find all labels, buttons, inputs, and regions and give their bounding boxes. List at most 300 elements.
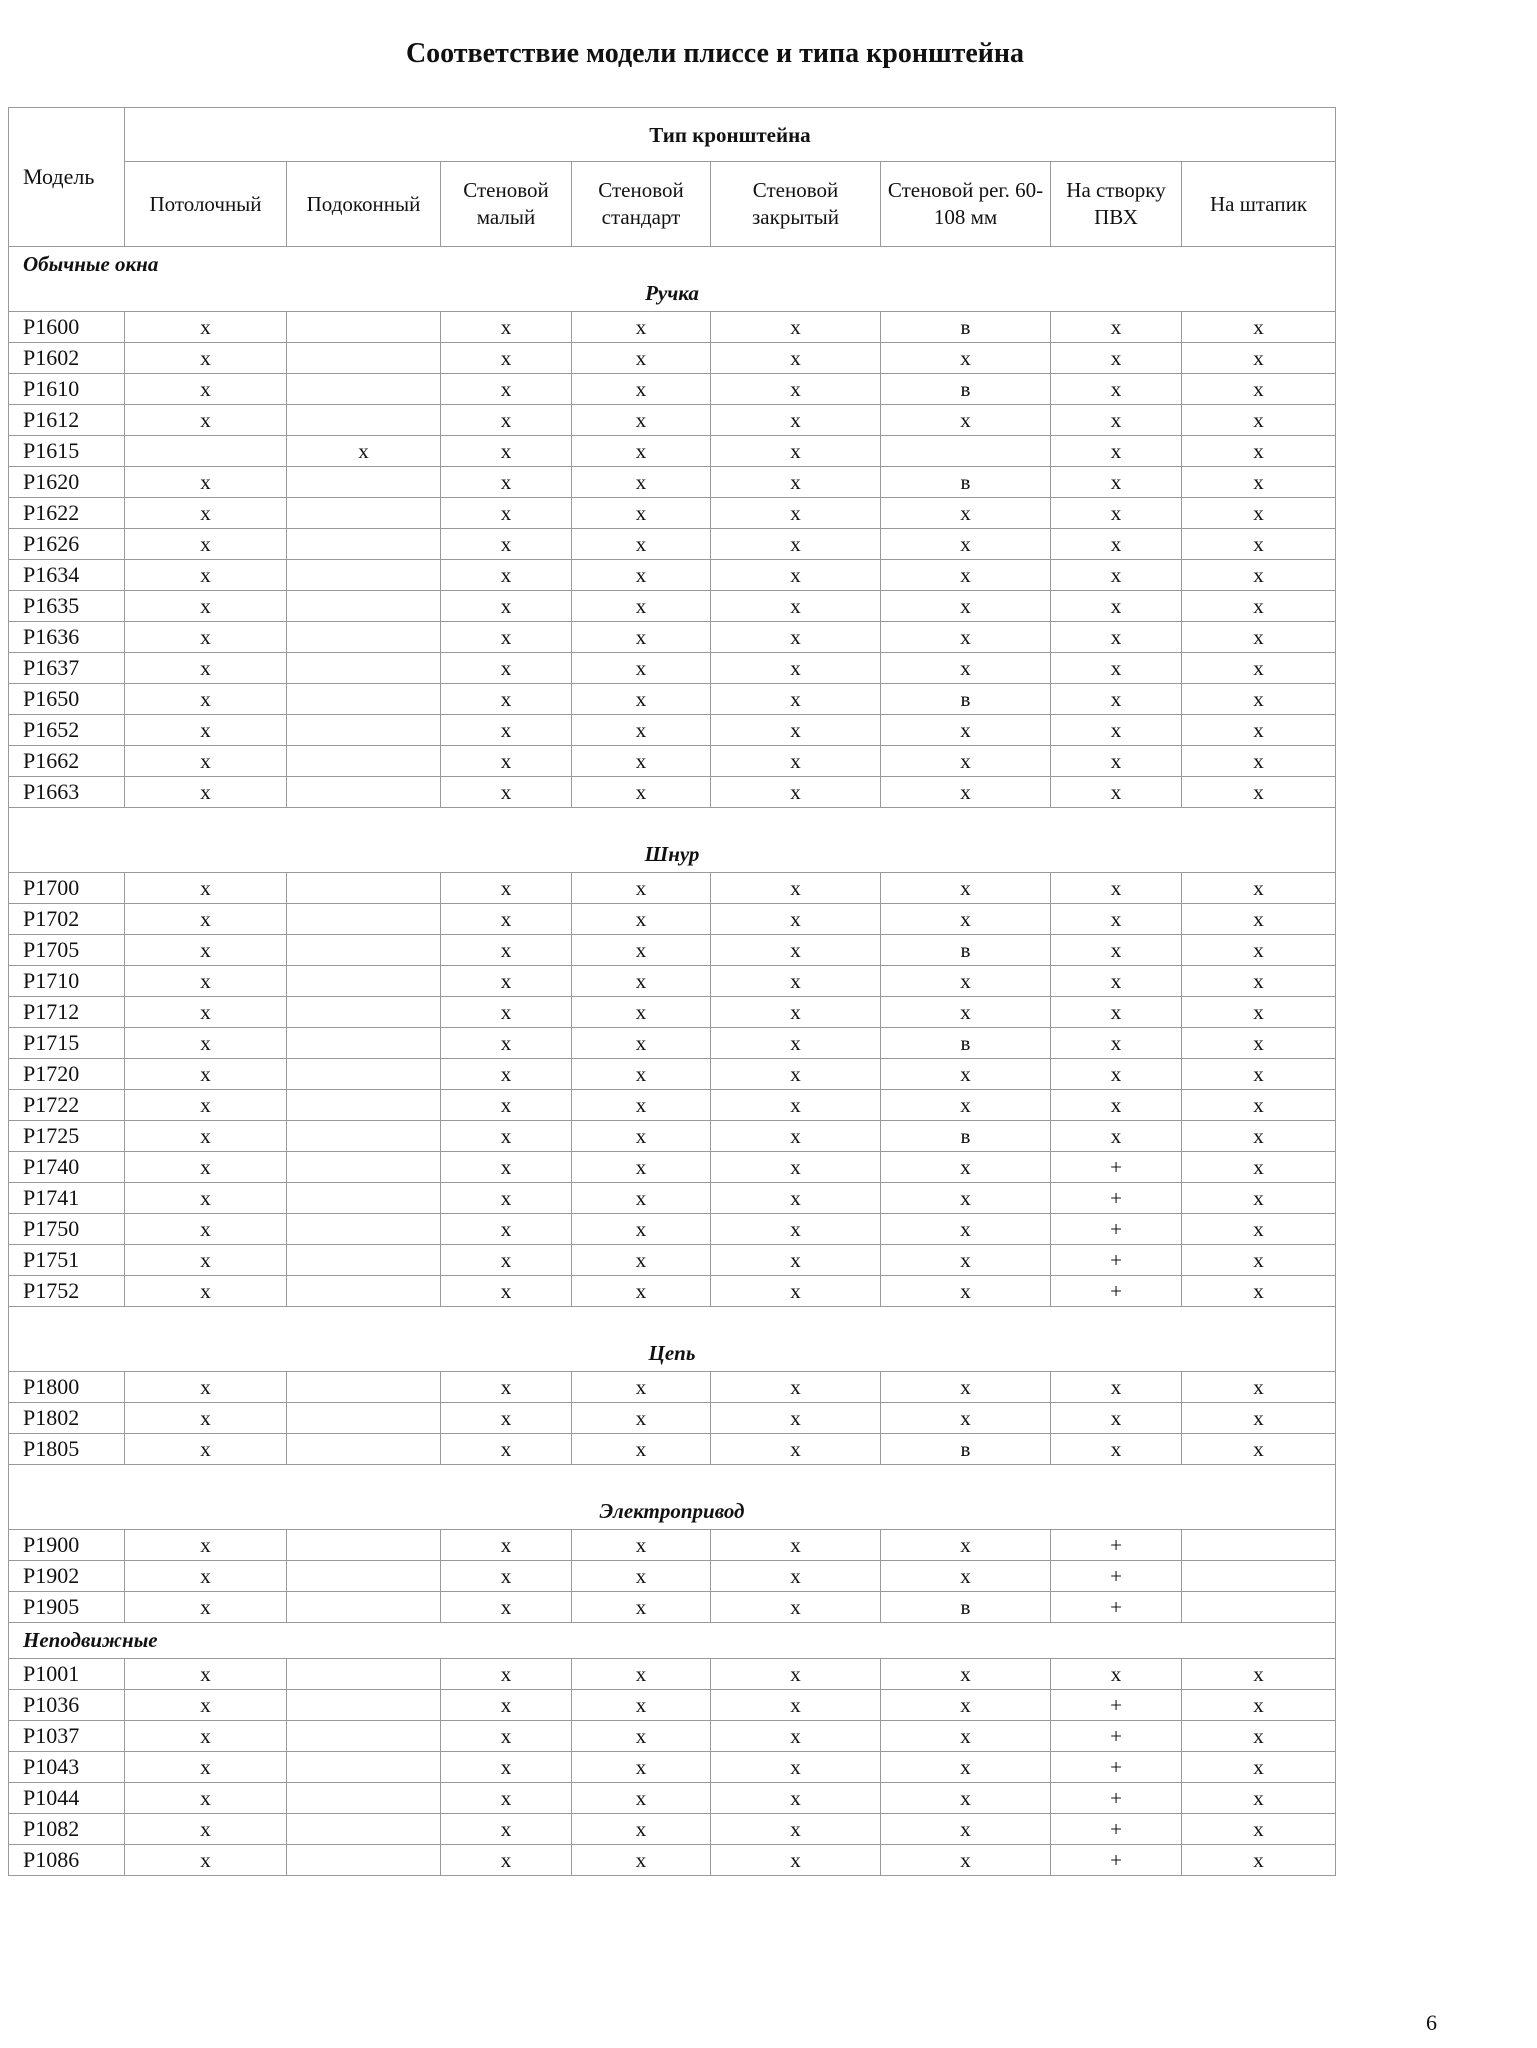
model-cell: P1086 xyxy=(9,1845,125,1876)
column-header: Стеновой малый xyxy=(441,162,572,247)
table-row xyxy=(9,1276,1336,1307)
compat-cell: x xyxy=(1182,1783,1336,1814)
model-cell: P1637 xyxy=(9,653,125,684)
compat-cell xyxy=(287,1561,441,1592)
compat-cell: x xyxy=(1051,935,1182,966)
compat-cell xyxy=(287,904,441,935)
compat-cell: x xyxy=(1182,591,1336,622)
compat-cell: x xyxy=(125,904,287,935)
compat-cell: x xyxy=(441,904,572,935)
compat-cell: x xyxy=(125,622,287,653)
header-row-group xyxy=(9,108,1336,162)
table-row xyxy=(9,1090,1336,1121)
compat-cell: x xyxy=(1182,1690,1336,1721)
compat-cell: x xyxy=(125,1592,287,1623)
compat-cell: x xyxy=(881,498,1051,529)
compat-cell: x xyxy=(1182,467,1336,498)
compat-cell: x xyxy=(1051,653,1182,684)
compat-cell xyxy=(881,436,1051,467)
section-header xyxy=(9,1307,1336,1372)
table-row xyxy=(9,467,1336,498)
column-header: На штапик xyxy=(1182,162,1336,247)
compat-cell: x xyxy=(125,715,287,746)
compat-cell: x xyxy=(572,467,711,498)
section-subtitle: Цепь xyxy=(648,1341,696,1365)
table-row xyxy=(9,374,1336,405)
compat-cell: x xyxy=(881,1752,1051,1783)
compat-cell: x xyxy=(572,498,711,529)
compat-cell: x xyxy=(572,622,711,653)
compat-cell: x xyxy=(441,1530,572,1561)
compat-cell: x xyxy=(711,498,881,529)
table-row xyxy=(9,1152,1336,1183)
compat-cell: x xyxy=(441,560,572,591)
compat-cell: x xyxy=(441,873,572,904)
compat-cell: x xyxy=(711,1403,881,1434)
model-cell: P1705 xyxy=(9,935,125,966)
compat-cell: x xyxy=(1182,1814,1336,1845)
compat-cell: x xyxy=(125,1183,287,1214)
compat-cell: x xyxy=(1051,1372,1182,1403)
compat-cell: x xyxy=(881,1845,1051,1876)
compat-cell: x xyxy=(1182,746,1336,777)
page-number: 6 xyxy=(1426,2010,1437,2035)
compat-cell: x xyxy=(881,529,1051,560)
compat-cell: x xyxy=(441,715,572,746)
compat-cell: x xyxy=(711,529,881,560)
column-header: На створку ПВХ xyxy=(1051,162,1182,247)
compat-cell: x xyxy=(572,1752,711,1783)
table-row xyxy=(9,1530,1336,1561)
compat-cell: x xyxy=(711,1028,881,1059)
compat-cell: x xyxy=(125,1372,287,1403)
compat-cell: x xyxy=(881,777,1051,808)
compat-cell: x xyxy=(711,1721,881,1752)
section-rows xyxy=(9,312,1336,808)
model-cell: P1740 xyxy=(9,1152,125,1183)
table-row xyxy=(9,560,1336,591)
compat-cell: x xyxy=(572,1372,711,1403)
compat-cell: x xyxy=(711,1090,881,1121)
compat-cell: x xyxy=(881,1214,1051,1245)
model-cell: P1750 xyxy=(9,1214,125,1245)
compat-cell: x xyxy=(125,374,287,405)
compat-cell: x xyxy=(881,1183,1051,1214)
model-cell: P1725 xyxy=(9,1121,125,1152)
compat-cell: x xyxy=(125,1245,287,1276)
compat-cell: x xyxy=(1182,715,1336,746)
compat-cell: x xyxy=(441,1183,572,1214)
compat-cell: x xyxy=(881,653,1051,684)
compat-cell: x xyxy=(1182,1659,1336,1690)
model-cell: P1650 xyxy=(9,684,125,715)
compat-cell xyxy=(287,343,441,374)
compat-cell xyxy=(287,1245,441,1276)
column-header: Потолочный xyxy=(125,162,287,247)
bracket-type-group-header: Тип кронштейна xyxy=(125,108,1336,162)
compat-cell: x xyxy=(711,1152,881,1183)
compat-cell: x xyxy=(572,873,711,904)
section-rows xyxy=(9,873,1336,1307)
compat-cell: x xyxy=(881,1152,1051,1183)
table-row xyxy=(9,1245,1336,1276)
model-cell: P1710 xyxy=(9,966,125,997)
table-row xyxy=(9,1214,1336,1245)
model-cell: P1722 xyxy=(9,1090,125,1121)
table-row xyxy=(9,1721,1336,1752)
compat-cell: x xyxy=(881,873,1051,904)
compat-cell: x xyxy=(572,1690,711,1721)
model-cell: P1662 xyxy=(9,746,125,777)
table-row xyxy=(9,343,1336,374)
compat-cell: x xyxy=(881,966,1051,997)
compat-cell: x xyxy=(125,312,287,343)
table-row xyxy=(9,684,1336,715)
compat-cell: x xyxy=(441,777,572,808)
compat-cell: x xyxy=(1182,529,1336,560)
compat-cell: x xyxy=(711,715,881,746)
model-cell: P1712 xyxy=(9,997,125,1028)
compat-cell: в xyxy=(881,1592,1051,1623)
compat-cell: x xyxy=(441,1845,572,1876)
compat-cell: x xyxy=(441,1121,572,1152)
column-header: Подоконный xyxy=(287,162,441,247)
table-row xyxy=(9,1434,1336,1465)
header-row-columns xyxy=(9,162,1336,247)
compat-cell: x xyxy=(125,1403,287,1434)
compat-cell: x xyxy=(441,343,572,374)
compat-cell: x xyxy=(441,467,572,498)
table-row xyxy=(9,966,1336,997)
compat-cell: в xyxy=(881,1028,1051,1059)
compat-cell: x xyxy=(711,467,881,498)
section-title: Неподвижные xyxy=(23,1628,158,1652)
compat-cell: x xyxy=(441,1434,572,1465)
model-cell: P1741 xyxy=(9,1183,125,1214)
model-cell: P1044 xyxy=(9,1783,125,1814)
compat-cell: x xyxy=(711,374,881,405)
compat-cell xyxy=(287,746,441,777)
compat-cell: x xyxy=(572,1530,711,1561)
table-row xyxy=(9,746,1336,777)
compat-cell: x xyxy=(441,1372,572,1403)
compat-cell: x xyxy=(441,1245,572,1276)
compat-cell xyxy=(287,715,441,746)
compat-cell: x xyxy=(1051,312,1182,343)
compat-cell: + xyxy=(1051,1276,1182,1307)
compat-cell: x xyxy=(1051,591,1182,622)
compat-cell xyxy=(287,1530,441,1561)
compat-cell: x xyxy=(1182,312,1336,343)
compat-cell: x xyxy=(572,312,711,343)
compat-cell: в xyxy=(881,374,1051,405)
section-rows xyxy=(9,1372,1336,1465)
compat-cell: x xyxy=(441,966,572,997)
compat-cell: x xyxy=(881,1814,1051,1845)
compat-cell xyxy=(287,935,441,966)
compat-cell: x xyxy=(1182,684,1336,715)
compat-cell: x xyxy=(441,1783,572,1814)
compat-cell: x xyxy=(441,1403,572,1434)
compat-cell: x xyxy=(125,1561,287,1592)
compat-cell: x xyxy=(125,498,287,529)
compat-cell: x xyxy=(1051,529,1182,560)
compat-cell: x xyxy=(881,1090,1051,1121)
compat-cell: x xyxy=(1051,374,1182,405)
compat-cell: x xyxy=(125,1214,287,1245)
compat-cell: x xyxy=(441,405,572,436)
compat-cell: x xyxy=(1182,498,1336,529)
compat-cell: x xyxy=(881,1783,1051,1814)
compat-cell: x xyxy=(711,1845,881,1876)
compat-cell: x xyxy=(125,405,287,436)
compat-cell xyxy=(287,777,441,808)
table-row xyxy=(9,436,1336,467)
compat-cell: x xyxy=(1051,966,1182,997)
compat-cell: x xyxy=(881,997,1051,1028)
compat-cell: x xyxy=(441,1276,572,1307)
compat-cell: x xyxy=(1182,1090,1336,1121)
compat-cell: x xyxy=(125,467,287,498)
compat-cell: в xyxy=(881,467,1051,498)
compat-cell: x xyxy=(572,343,711,374)
compat-cell xyxy=(287,966,441,997)
compat-cell: x xyxy=(125,1752,287,1783)
compat-cell xyxy=(1182,1530,1336,1561)
compat-cell: x xyxy=(881,1403,1051,1434)
compat-cell: x xyxy=(441,529,572,560)
compat-cell: x xyxy=(572,777,711,808)
section-rows xyxy=(9,1530,1336,1623)
compat-cell: x xyxy=(441,1752,572,1783)
compat-cell: x xyxy=(1051,684,1182,715)
compat-cell: x xyxy=(881,1059,1051,1090)
compat-cell: x xyxy=(1182,1245,1336,1276)
compat-cell: x xyxy=(711,966,881,997)
compat-cell: x xyxy=(881,715,1051,746)
table-row xyxy=(9,653,1336,684)
compat-cell: x xyxy=(125,653,287,684)
compat-cell xyxy=(287,591,441,622)
compat-cell: x xyxy=(572,1183,711,1214)
compat-cell: x xyxy=(125,873,287,904)
model-cell: P1752 xyxy=(9,1276,125,1307)
compat-cell: x xyxy=(881,1561,1051,1592)
compat-cell xyxy=(287,529,441,560)
compat-cell: x xyxy=(572,746,711,777)
compat-cell: x xyxy=(125,1059,287,1090)
compat-cell: x xyxy=(711,1276,881,1307)
model-cell: P1802 xyxy=(9,1403,125,1434)
model-cell: P1037 xyxy=(9,1721,125,1752)
compat-cell: x xyxy=(572,1783,711,1814)
compat-cell: + xyxy=(1051,1183,1182,1214)
compat-cell: x xyxy=(711,746,881,777)
compat-cell: x xyxy=(711,1214,881,1245)
compat-cell: x xyxy=(1182,1434,1336,1465)
compat-cell: x xyxy=(441,312,572,343)
compat-cell: x xyxy=(1182,1059,1336,1090)
compat-cell: x xyxy=(441,1690,572,1721)
compat-cell: x xyxy=(125,1121,287,1152)
model-cell: P1905 xyxy=(9,1592,125,1623)
table-row xyxy=(9,312,1336,343)
compat-cell: x xyxy=(125,1276,287,1307)
model-cell: P1082 xyxy=(9,1814,125,1845)
compat-cell xyxy=(287,1752,441,1783)
compat-cell xyxy=(1182,1592,1336,1623)
compat-cell: x xyxy=(1051,715,1182,746)
compat-cell: x xyxy=(711,312,881,343)
compat-cell: + xyxy=(1051,1561,1182,1592)
compat-cell: x xyxy=(711,653,881,684)
compat-cell: x xyxy=(881,560,1051,591)
compat-cell: x xyxy=(572,1434,711,1465)
compat-cell: x xyxy=(441,1659,572,1690)
table-row xyxy=(9,498,1336,529)
section-subtitle: Электропривод xyxy=(599,1499,745,1523)
compat-cell: x xyxy=(572,1152,711,1183)
compat-cell xyxy=(287,560,441,591)
compat-cell: x xyxy=(441,1214,572,1245)
compat-cell: x xyxy=(1051,1121,1182,1152)
compat-cell xyxy=(287,312,441,343)
compat-cell: x xyxy=(125,1152,287,1183)
compat-cell xyxy=(287,1659,441,1690)
compat-cell: x xyxy=(125,1845,287,1876)
compat-cell: x xyxy=(1182,405,1336,436)
compat-cell: в xyxy=(881,684,1051,715)
section-header xyxy=(9,1465,1336,1530)
compat-cell: x xyxy=(711,1690,881,1721)
table-row xyxy=(9,591,1336,622)
compat-cell: x xyxy=(1051,1659,1182,1690)
section-rows xyxy=(9,1659,1336,1876)
model-column-header: Модель xyxy=(9,108,125,247)
column-header: Стеновой стандарт xyxy=(572,162,711,247)
model-cell: P1600 xyxy=(9,312,125,343)
compat-cell xyxy=(287,997,441,1028)
compat-cell: + xyxy=(1051,1530,1182,1561)
compat-cell: x xyxy=(1182,622,1336,653)
compat-cell: x xyxy=(1182,1121,1336,1152)
model-cell: P1720 xyxy=(9,1059,125,1090)
table-row xyxy=(9,997,1336,1028)
compat-cell xyxy=(287,405,441,436)
compat-cell: x xyxy=(711,591,881,622)
compat-cell: x xyxy=(1182,1752,1336,1783)
compat-cell: x xyxy=(1182,374,1336,405)
compat-cell: x xyxy=(572,1403,711,1434)
compat-cell: x xyxy=(1182,560,1336,591)
model-cell: P1751 xyxy=(9,1245,125,1276)
model-cell: P1620 xyxy=(9,467,125,498)
compat-cell: x xyxy=(1051,498,1182,529)
compat-cell: x xyxy=(287,436,441,467)
compat-cell: x xyxy=(441,935,572,966)
compat-cell: x xyxy=(1182,966,1336,997)
compat-cell: x xyxy=(881,746,1051,777)
model-cell: P1805 xyxy=(9,1434,125,1465)
model-cell: P1043 xyxy=(9,1752,125,1783)
model-cell: P1036 xyxy=(9,1690,125,1721)
compat-cell: x xyxy=(572,966,711,997)
compat-cell: x xyxy=(572,997,711,1028)
table-row xyxy=(9,1659,1336,1690)
compat-cell: x xyxy=(881,343,1051,374)
table-row xyxy=(9,529,1336,560)
compat-cell: x xyxy=(125,343,287,374)
compat-cell xyxy=(287,1403,441,1434)
compat-cell xyxy=(287,1028,441,1059)
model-cell: P1635 xyxy=(9,591,125,622)
table-row xyxy=(9,904,1336,935)
compat-cell: x xyxy=(572,1814,711,1845)
compat-cell: x xyxy=(441,591,572,622)
compat-cell: x xyxy=(572,1659,711,1690)
model-cell: P1702 xyxy=(9,904,125,935)
compat-cell: x xyxy=(711,343,881,374)
compat-cell: x xyxy=(572,436,711,467)
compat-cell: x xyxy=(125,777,287,808)
compat-cell: + xyxy=(1051,1752,1182,1783)
compat-cell xyxy=(287,1845,441,1876)
compat-cell: x xyxy=(1182,1721,1336,1752)
compat-cell xyxy=(287,374,441,405)
compat-cell: + xyxy=(1051,1214,1182,1245)
compat-cell: x xyxy=(1182,904,1336,935)
compat-cell xyxy=(287,498,441,529)
compat-cell: x xyxy=(1182,873,1336,904)
compat-cell: x xyxy=(711,1561,881,1592)
compat-cell xyxy=(287,1121,441,1152)
compat-cell: x xyxy=(1051,1090,1182,1121)
compat-cell: x xyxy=(125,560,287,591)
bracket-compatibility-table xyxy=(8,107,1336,1876)
compat-cell: x xyxy=(441,746,572,777)
compat-cell: x xyxy=(441,1592,572,1623)
compat-cell xyxy=(287,1372,441,1403)
compat-cell: x xyxy=(711,997,881,1028)
section-header xyxy=(9,808,1336,873)
compat-cell: x xyxy=(1182,997,1336,1028)
compat-cell: x xyxy=(711,405,881,436)
compat-cell: x xyxy=(881,1372,1051,1403)
table-row xyxy=(9,1845,1336,1876)
model-cell: P1663 xyxy=(9,777,125,808)
table-row xyxy=(9,1814,1336,1845)
compat-cell: x xyxy=(1051,777,1182,808)
compat-cell: в xyxy=(881,1121,1051,1152)
compat-cell: x xyxy=(572,935,711,966)
compat-cell: x xyxy=(1182,935,1336,966)
table-row xyxy=(9,1561,1336,1592)
model-cell: P1902 xyxy=(9,1561,125,1592)
compat-cell: в xyxy=(881,935,1051,966)
compat-cell: + xyxy=(1051,1783,1182,1814)
table-row xyxy=(9,405,1336,436)
compat-cell: x xyxy=(125,997,287,1028)
model-cell: P1800 xyxy=(9,1372,125,1403)
compat-cell: x xyxy=(881,904,1051,935)
table-row xyxy=(9,873,1336,904)
compat-cell: x xyxy=(572,684,711,715)
compat-cell: x xyxy=(441,1028,572,1059)
compat-cell: x xyxy=(1051,343,1182,374)
compat-cell: x xyxy=(1051,997,1182,1028)
table-row xyxy=(9,1592,1336,1623)
compat-cell: x xyxy=(441,436,572,467)
